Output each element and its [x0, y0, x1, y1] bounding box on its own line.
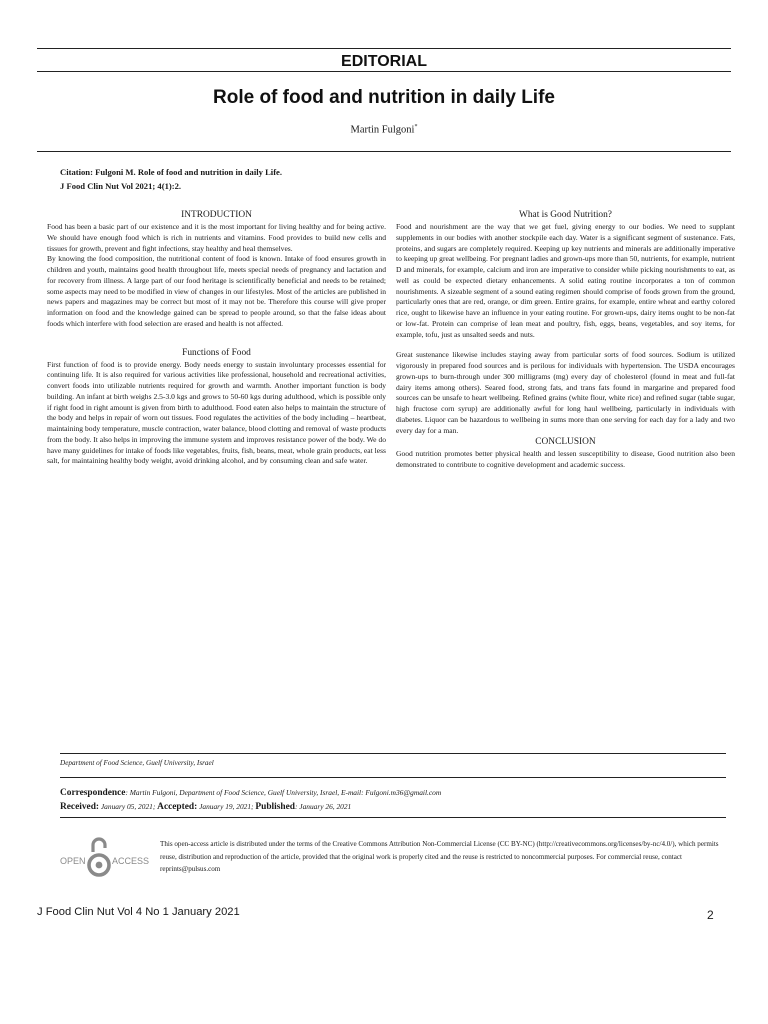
- footer-top-rule: [60, 753, 726, 754]
- published-label: Published: [255, 802, 295, 812]
- page-number: 2: [707, 908, 714, 922]
- published-date: : January 26, 2021: [295, 802, 352, 811]
- introduction-paragraph-1: Food has been a basic part of our existence and it is the most important for living healthy and for being active. We should have enough food which is rich in nutrients and vitamins. Food provides to build new cells and tissues for growth, prevent and fight infections, stay healthy and heal themselves.: [47, 222, 386, 253]
- open-access-right-text: ACCESS: [112, 856, 150, 866]
- accepted-date: January 19, 2021;: [199, 802, 254, 811]
- functions-paragraph-1: First function of food is to provide energy. Body needs energy to sustain involuntary processes essential for continuing life. It is also required for various activities like professional, household and recreational activities, convert foods into utilizable nutrients required for growth and warmth. Another important function is body building. An infant at birth weighs 2.5-3.0 kgs and grows to 50-60 kgs during adulthood, which is possible only if right food in right amount is given from birth to adulthood. Food eaten also helps to maintain the structure of the body and helps in repair of worn out tissues. Food regulates the activities of the body including – heartbeat, maintaining body temperature, muscle contraction, water balance, blood clotting and removal of waste products from the body. It also helps in improving the immune system and improves resistance power of the body. We do have many guidelines for intake of foods like vegetables, fruits, fish, beans, meat, whole grain products, eat less salt, for maintaining healthy body weight, avoid drinking alcohol, and by consuming clean and safe water.: [47, 359, 386, 466]
- header-bottom-rule: [37, 71, 731, 72]
- author-name: Martin Fulgoni: [350, 124, 415, 136]
- good-nutrition-heading: What is Good Nutrition?: [519, 210, 612, 220]
- citation-line-1: Citation: Fulgoni M. Role of food and nutrition in daily Life.: [60, 167, 283, 177]
- article-title: Role of food and nutrition in daily Life: [213, 87, 555, 108]
- open-access-logo: [60, 836, 160, 880]
- functions-heading: Functions of Food: [182, 347, 251, 358]
- conclusion-heading: CONCLUSION: [535, 437, 596, 448]
- section-label: EDITORIAL: [341, 53, 427, 70]
- journal-footer: J Food Clin Nut Vol 4 No 1 January 2021: [37, 906, 240, 918]
- right-column: [396, 209, 735, 471]
- good-nutrition-paragraph-1: Food and nourishment are the way that we get fuel, giving energy to our bodies. We need to supplant supplements in our bodies with another stockpile each day. Water is a significant segment of sustenance. Fats, proteins, and sugars are completely required. Keeping up key nutrients and minerals are additionally imperative to keeping up great wellbeing. For pregnant ladies and grown-ups more than 50, nutrients, for example, nutrient D and minerals, for example, calcium and iron are imperative to consider while picking nourishments to eat, as well as could be expected dietary enhancements. A solid eating routine incorporates a ton of common nourishments. A sizeable segment of a sound eating regimen should comprise of foods grown from the ground, particularly ones that are red, orange, or dim green. Entire grains, for example, entire wheat and earthy colored rice, ought to likewise have an influence in your eating routine. For grown-ups, dairy items ought to be non-fat or low-fat. Protein can comprise of lean meat and poultry, fish, eggs, beans, vegetables, and soy items, for example, tofu, just as unsalted seeds and nuts.: [396, 222, 735, 339]
- correspondence-text: : Martin Fulgoni, Department of Food Science, Guelf University, Israel, E-mail: Fulgoni.m36@gmail.com: [125, 788, 442, 797]
- department-affiliation: Department of Food Science, Guelf University, Israel: [60, 759, 214, 767]
- header-top-rule: [37, 48, 731, 49]
- citation-block: [60, 165, 282, 193]
- footer-lower-rule: [60, 817, 726, 818]
- license-text: This open-access article is distributed under the terms of the Creative Commons Attribution Non-Commercial License (CC BY-NC) (http://creativecommons.org/licenses/by-nc/4.0/), which permits reuse, distribution and reproduction of the article, provided that the original work is properly cited and the reuse is restricted to noncommercial purposes. For commercial reuse, contact reprints@pulsus.com: [160, 840, 719, 873]
- title-bottom-rule: [37, 151, 731, 152]
- open-lock-icon: [89, 839, 109, 875]
- correspondence-block: [60, 786, 441, 814]
- left-column: [47, 209, 386, 467]
- introduction-heading: INTRODUCTION: [181, 210, 252, 220]
- introduction-paragraph-2: By knowing the food composition, the nutritional content of food is known. Intake of food ensures growth in children and youth, maintains good health throughout life, meets special needs of pregnancy and lactation and for recovery from illness. A large part of our food heritage is scientifically beneficial and needs to be retained; some aspects may need to be modified in view of changes in our lifestyles. Most of the articles are published in news papers and magazines may be correct but most of it may not be. Therefore this course will give proper information on food and the knowledge gained can be spread to people around, so that the false ideas about foods which interfere with food selection are erased and health is not affected.: [47, 254, 386, 328]
- dates-line: [60, 800, 441, 814]
- good-nutrition-paragraph-2: Great sustenance likewise includes staying away from particular sorts of food sources. Sodium is utilized vigorously in prepared food sources and is perilous for individuals with hypertension. The USDA encourages grown-ups to burn-through under 300 milligrams (mg) every day of cholesterol (found in meat and full-fat dairy items among others). Seared food, strong fats, and trans fats found in margarine and prepared food sources can be unsafe to heart wellbeing. Refined grains (white flour, white rice) and refined sugar (table sugar, high fructose corn syrup) are additionally awful for long haul wellbeing, particularly in individuals with diabetes. Liquor can be hazardous to wellbeing in sums more than one serving for each day for a lady and two every day for a man.: [396, 350, 735, 435]
- conclusion-paragraph-1: Good nutrition promotes better physical health and lessen susceptibility to disease, Good nutrition also been demonstrated to contribute to cognitive development and academic success.: [396, 449, 735, 469]
- spacer: [47, 330, 386, 347]
- accepted-label: Accepted:: [157, 802, 198, 812]
- received-label: Received:: [60, 802, 100, 812]
- footer-mid-rule: [60, 777, 726, 778]
- correspondence-line: [60, 786, 441, 800]
- received-date: January 05, 2021;: [100, 802, 156, 811]
- citation-line-2: J Food Clin Nut Vol 2021; 4(1):2.: [60, 181, 182, 191]
- open-access-left-text: OPEN: [60, 856, 86, 866]
- spacer: [396, 340, 735, 350]
- correspondence-label: Correspondence: [60, 788, 126, 798]
- author-mark: *: [414, 124, 418, 130]
- author-line: [0, 124, 768, 136]
